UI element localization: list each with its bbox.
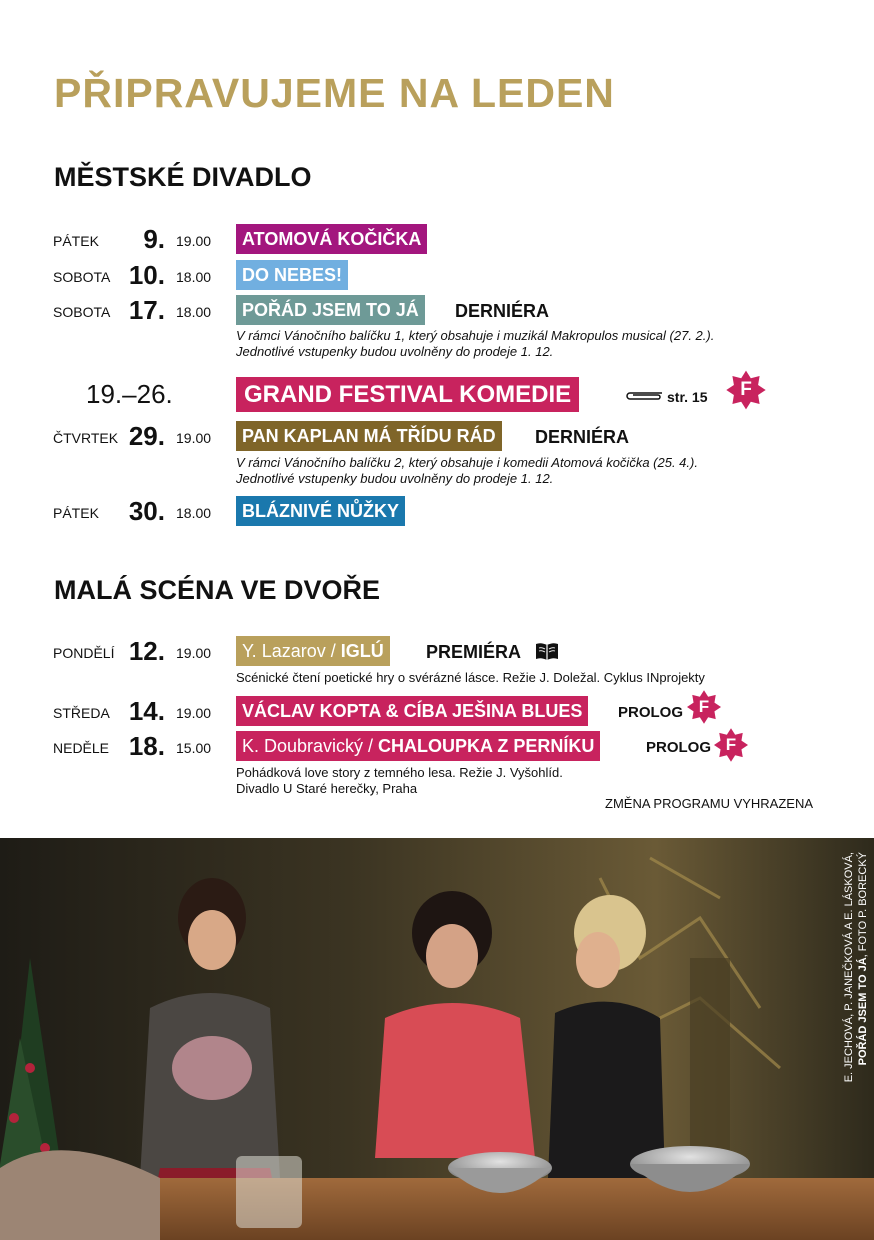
event-day: SOBOTA — [53, 304, 111, 320]
paperclip-icon — [624, 389, 664, 403]
event-date: 9. — [143, 224, 165, 254]
event-row — [0, 421, 874, 453]
event-note — [236, 670, 705, 686]
event-time: 15.00 — [176, 740, 212, 756]
photo-credit-line — [856, 852, 870, 1202]
event-title-tag[interactable]: VÁCLAV KOPTA & CÍBA JEŠINA BLUES — [236, 696, 588, 726]
event-date: 14. — [128, 696, 165, 726]
event-note-line: V rámci Vánočního balíčku 2, který obsahuje i komedii Atomová kočička (25. 4.). — [236, 455, 698, 470]
event-note-line: Divadlo U Staré herečky, Praha — [236, 781, 418, 796]
event-row — [0, 496, 874, 528]
event-date: 18. — [128, 731, 165, 761]
page-title: PŘIPRAVUJEME NA LEDEN — [54, 70, 615, 116]
event-title-tag[interactable]: POŘÁD JSEM TO JÁ — [236, 295, 425, 325]
event-time: 18.00 — [176, 505, 212, 521]
page-reference[interactable]: str. 15 — [667, 389, 708, 405]
event-note — [236, 328, 714, 360]
event-time: 18.00 — [176, 304, 212, 320]
event-date: 30. — [128, 496, 165, 526]
event-day: STŘEDA — [53, 705, 110, 721]
event-date: 17. — [128, 295, 165, 325]
event-day: ČTVRTEK — [53, 430, 119, 446]
event-status-label: PROLOG — [646, 739, 712, 756]
event-time: 19.00 — [176, 233, 212, 249]
event-row — [0, 224, 874, 256]
event-status-label: PREMIÉRA — [426, 642, 522, 662]
event-row — [0, 295, 874, 327]
event-time: 19.00 — [176, 705, 212, 721]
event-author: Y. Lazarov / — [242, 641, 341, 661]
event-day: PÁTEK — [53, 233, 99, 249]
photo-credit — [836, 852, 872, 1202]
event-note-line: Scénické čtení poetické hry o svérázné lásce. Režie J. Doležal. Cyklus INprojekty — [236, 670, 705, 685]
event-date-range: 19.–26. — [86, 379, 173, 409]
event-title-tag[interactable]: BLÁZNIVÉ NŮŽKY — [236, 496, 405, 526]
event-author: K. Doubravický / — [242, 736, 379, 756]
event-row — [0, 260, 874, 292]
photo-credit-photographer: , FOTO P. BORECKÝ — [857, 852, 869, 958]
event-title-tag[interactable]: DO NEBES! — [236, 260, 348, 290]
event-time: 19.00 — [176, 645, 212, 661]
event-day: PONDĚLÍ — [53, 645, 115, 661]
event-row — [0, 636, 874, 668]
festival-star-badge: F — [685, 688, 723, 726]
event-title: CHALOUPKA Z PERNÍKU — [378, 736, 595, 756]
event-day: PÁTEK — [53, 505, 99, 521]
festival-star-badge: F — [724, 368, 768, 412]
event-status-label: PROLOG — [618, 704, 684, 721]
event-title-tag[interactable]: PAN KAPLAN MÁ TŘÍDU RÁD — [236, 421, 502, 451]
event-title-tag[interactable]: ATOMOVÁ KOČIČKA — [236, 224, 427, 254]
event-date: 12. — [128, 636, 165, 666]
section-title-mala-scena: MALÁ SCÉNA VE DVOŘE — [54, 575, 381, 605]
stage-photo — [0, 838, 874, 1240]
event-title-tag[interactable]: GRAND FESTIVAL KOMEDIE — [236, 377, 579, 412]
event-row — [0, 696, 874, 728]
event-note — [236, 765, 563, 797]
event-status-label: DERNIÉRA — [535, 427, 630, 447]
festival-star-badge: F — [712, 726, 750, 764]
photo-credit-show-title: POŘÁD JSEM TO JÁ — [857, 957, 869, 1066]
event-note — [236, 455, 698, 487]
event-date: 10. — [128, 260, 165, 290]
program-change-disclaimer: ZMĚNA PROGRAMU VYHRAZENA — [605, 796, 814, 811]
event-title-tag[interactable] — [236, 636, 390, 666]
event-status-label: DERNIÉRA — [455, 301, 550, 321]
event-title: IGLÚ — [340, 641, 384, 661]
event-note-line: Pohádková love story z temného lesa. Režie J. Vyšohlíd. — [236, 765, 563, 780]
event-day: NEDĚLE — [53, 740, 110, 756]
book-icon — [535, 641, 559, 661]
event-note-line: Jednotlivé vstupenky budou uvolněny do prodeje 1. 12. — [236, 344, 554, 359]
event-day: SOBOTA — [53, 269, 111, 285]
event-note-line: V rámci Vánočního balíčku 1, který obsahuje i muzikál Makropulos musical (27. 2.). — [236, 328, 715, 343]
event-time: 18.00 — [176, 269, 212, 285]
section-title-mestske-divadlo: MĚSTSKÉ DIVADLO — [54, 162, 312, 192]
event-note-line: Jednotlivé vstupenky budou uvolněny do prodeje 1. 12. — [236, 471, 554, 486]
event-date: 29. — [128, 421, 165, 451]
photo-credit-line: E. JECHOVÁ, P. JANEČKOVÁ A E. LÁSKOVÁ, — [843, 852, 855, 1083]
event-time: 19.00 — [176, 430, 212, 446]
event-title-tag[interactable] — [236, 731, 600, 761]
